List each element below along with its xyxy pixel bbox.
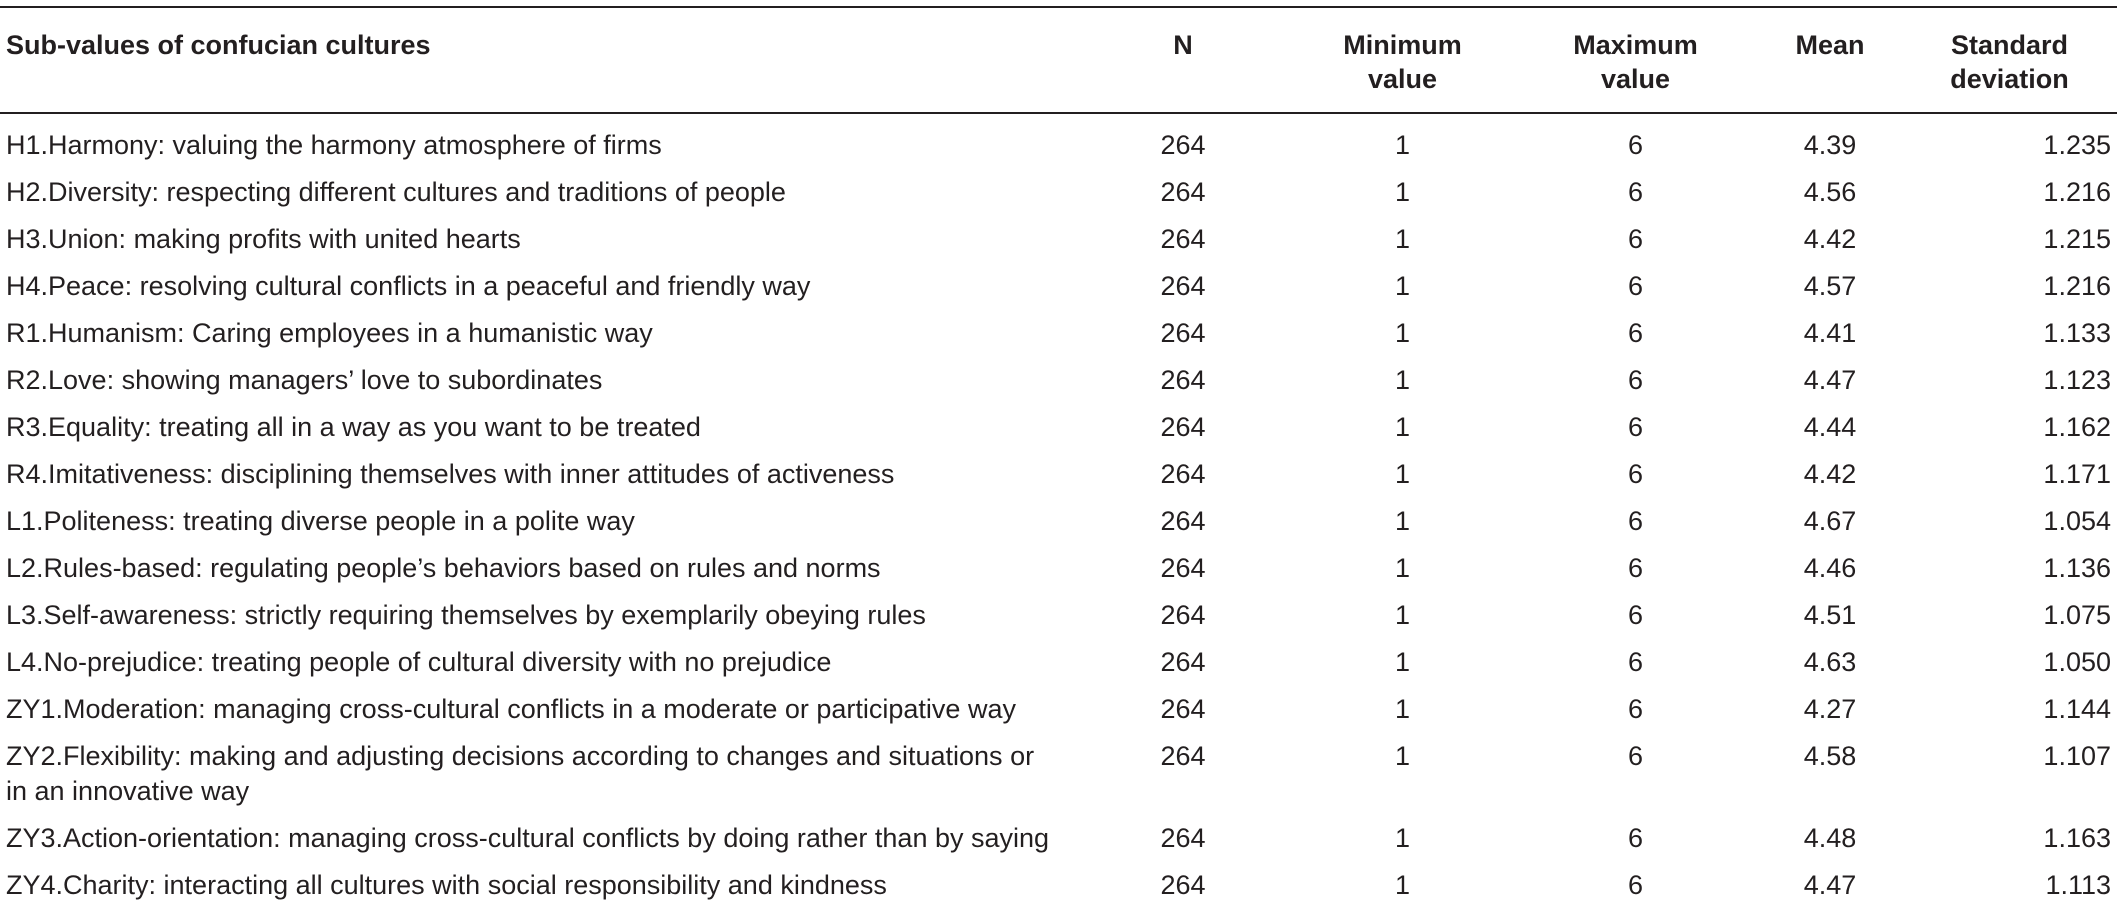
- row-label: R1.Humanism: Caring employees in a humanistic way: [6, 318, 653, 348]
- table-row: [0, 170, 2117, 217]
- row-mean: 4.27: [1803, 694, 1857, 724]
- row-n: 264: [1160, 365, 1206, 395]
- table-row: [0, 405, 2117, 452]
- header-maximum-line1: Maximum: [1573, 30, 1698, 60]
- row-standard-deviation: 1.171: [2043, 459, 2111, 489]
- row-label: L4.No-prejudice: treating people of cultural diversity with no prejudice: [6, 647, 832, 677]
- row-mean: 4.39: [1803, 130, 1857, 160]
- row-standard-deviation: 1.136: [2043, 553, 2111, 583]
- row-minimum: 1: [1394, 600, 1411, 630]
- row-maximum: 6: [1627, 741, 1644, 771]
- table-row: [0, 593, 2117, 640]
- row-maximum: 6: [1627, 694, 1644, 724]
- row-mean: 4.44: [1803, 412, 1857, 442]
- row-label: ZY4.Charity: interacting all cultures with social responsibility and kindness: [6, 870, 887, 900]
- row-n: 264: [1160, 823, 1206, 853]
- row-mean: 4.41: [1803, 318, 1857, 348]
- row-standard-deviation: 1.215: [2043, 224, 2111, 254]
- header-sub-values: [0, 7, 1120, 113]
- row-label: H1.Harmony: valuing the harmony atmosphere of firms: [6, 130, 662, 160]
- row-n: 264: [1160, 553, 1206, 583]
- row-standard-deviation: 1.216: [2043, 271, 2111, 301]
- row-mean: 4.57: [1803, 271, 1857, 301]
- row-label: H3.Union: making profits with united hearts: [6, 224, 521, 254]
- row-maximum: 6: [1627, 647, 1644, 677]
- row-standard-deviation: 1.133: [2043, 318, 2111, 348]
- row-maximum: 6: [1627, 412, 1644, 442]
- row-maximum: 6: [1627, 553, 1644, 583]
- row-minimum: 1: [1394, 318, 1411, 348]
- row-mean: 4.67: [1803, 506, 1857, 536]
- row-label: L3.Self-awareness: strictly requiring themselves by exemplarily obeying rules: [6, 600, 926, 630]
- row-label: R3.Equality: treating all in a way as you want to be treated: [6, 412, 701, 442]
- row-n: 264: [1160, 271, 1206, 301]
- row-n: 264: [1160, 318, 1206, 348]
- row-minimum: 1: [1394, 459, 1411, 489]
- row-minimum: 1: [1394, 823, 1411, 853]
- header-n: [1120, 7, 1286, 113]
- row-standard-deviation: 1.054: [2043, 506, 2111, 536]
- table-row: [0, 311, 2117, 358]
- row-minimum: 1: [1394, 224, 1411, 254]
- header-mean-text: Mean: [1795, 30, 1865, 60]
- row-n: 264: [1160, 177, 1206, 207]
- row-minimum: 1: [1394, 177, 1411, 207]
- row-minimum: 1: [1394, 870, 1411, 900]
- table-body: [0, 113, 2117, 910]
- row-maximum: 6: [1627, 823, 1644, 853]
- table-header: [0, 7, 2117, 113]
- row-n: 264: [1160, 600, 1206, 630]
- header-minimum-line1: Minimum: [1343, 30, 1462, 60]
- row-standard-deviation: 1.050: [2043, 647, 2111, 677]
- descriptive-statistics-table: [0, 6, 2117, 910]
- row-label: H2.Diversity: respecting different cultures and traditions of people: [6, 177, 786, 207]
- row-n: 264: [1160, 741, 1206, 771]
- row-maximum: 6: [1627, 224, 1644, 254]
- table-row: [0, 816, 2117, 863]
- row-minimum: 1: [1394, 741, 1411, 771]
- row-standard-deviation: 1.144: [2043, 694, 2111, 724]
- row-minimum: 1: [1394, 647, 1411, 677]
- table-row: [0, 113, 2117, 170]
- row-standard-deviation: 1.113: [2045, 870, 2111, 900]
- header-minimum-line2: value: [1367, 64, 1438, 94]
- table-row: [0, 499, 2117, 546]
- table-row: [0, 452, 2117, 499]
- row-maximum: 6: [1627, 600, 1644, 630]
- header-maximum-value: [1519, 7, 1752, 113]
- row-mean: 4.47: [1803, 365, 1857, 395]
- row-standard-deviation: 1.235: [2043, 130, 2111, 160]
- table-row: [0, 264, 2117, 311]
- row-label: R4.Imitativeness: disciplining themselves with inner attitudes of activeness: [6, 459, 895, 489]
- row-standard-deviation: 1.163: [2043, 823, 2111, 853]
- header-sub-values-text: Sub-values of confucian cultures: [6, 30, 431, 60]
- table-row: [0, 546, 2117, 593]
- header-standard-deviation: [1908, 7, 2117, 113]
- row-n: 264: [1160, 870, 1206, 900]
- row-n: 264: [1160, 694, 1206, 724]
- row-label: ZY1.Moderation: managing cross-cultural conflicts in a moderate or participative way: [6, 694, 1016, 724]
- row-maximum: 6: [1627, 870, 1644, 900]
- header-sd-line1: Standard: [1950, 30, 2069, 60]
- row-mean: 4.48: [1803, 823, 1857, 853]
- row-mean: 4.58: [1803, 741, 1857, 771]
- row-mean: 4.56: [1803, 177, 1857, 207]
- row-maximum: 6: [1627, 318, 1644, 348]
- row-minimum: 1: [1394, 694, 1411, 724]
- header-n-text: N: [1173, 30, 1193, 60]
- row-mean: 4.47: [1803, 870, 1857, 900]
- header-row: [0, 7, 2117, 113]
- row-standard-deviation: 1.162: [2043, 412, 2111, 442]
- table-row: [0, 863, 2117, 910]
- row-label: ZY2.Flexibility: making and adjusting decisions according to changes and situations or in an innovative way: [6, 741, 1035, 806]
- row-mean: 4.46: [1803, 553, 1857, 583]
- row-minimum: 1: [1394, 365, 1411, 395]
- row-standard-deviation: 1.123: [2043, 365, 2111, 395]
- row-maximum: 6: [1627, 506, 1644, 536]
- row-minimum: 1: [1394, 130, 1411, 160]
- row-standard-deviation: 1.075: [2043, 600, 2111, 630]
- row-label: ZY3.Action-orientation: managing cross-cultural conflicts by doing rather than by saying: [6, 823, 1050, 853]
- row-n: 264: [1160, 647, 1206, 677]
- row-maximum: 6: [1627, 459, 1644, 489]
- row-label: H4.Peace: resolving cultural conflicts in a peaceful and friendly way: [6, 271, 811, 301]
- row-minimum: 1: [1394, 506, 1411, 536]
- row-minimum: 1: [1394, 553, 1411, 583]
- row-n: 264: [1160, 459, 1206, 489]
- row-maximum: 6: [1627, 271, 1644, 301]
- row-n: 264: [1160, 130, 1206, 160]
- header-sd-line2: deviation: [1950, 64, 2069, 94]
- table-row: [0, 687, 2117, 734]
- header-mean: [1752, 7, 1908, 113]
- table-row: [0, 640, 2117, 687]
- table-row: [0, 217, 2117, 264]
- row-maximum: 6: [1627, 365, 1644, 395]
- row-label: L1.Politeness: treating diverse people in a polite way: [6, 506, 635, 536]
- row-label: R2.Love: showing managers’ love to subordinates: [6, 365, 603, 395]
- header-minimum-value: [1286, 7, 1519, 113]
- row-standard-deviation: 1.107: [2043, 741, 2111, 771]
- row-n: 264: [1160, 224, 1206, 254]
- row-mean: 4.63: [1803, 647, 1857, 677]
- table-row: [0, 734, 2117, 816]
- row-label: L2.Rules-based: regulating people’s behaviors based on rules and norms: [6, 553, 881, 583]
- header-maximum-line2: value: [1600, 64, 1671, 94]
- row-mean: 4.51: [1803, 600, 1857, 630]
- row-minimum: 1: [1394, 412, 1411, 442]
- row-minimum: 1: [1394, 271, 1411, 301]
- row-maximum: 6: [1627, 177, 1644, 207]
- row-n: 264: [1160, 506, 1206, 536]
- table-row: [0, 358, 2117, 405]
- row-mean: 4.42: [1803, 459, 1857, 489]
- row-maximum: 6: [1627, 130, 1644, 160]
- row-n: 264: [1160, 412, 1206, 442]
- row-standard-deviation: 1.216: [2043, 177, 2111, 207]
- row-mean: 4.42: [1803, 224, 1857, 254]
